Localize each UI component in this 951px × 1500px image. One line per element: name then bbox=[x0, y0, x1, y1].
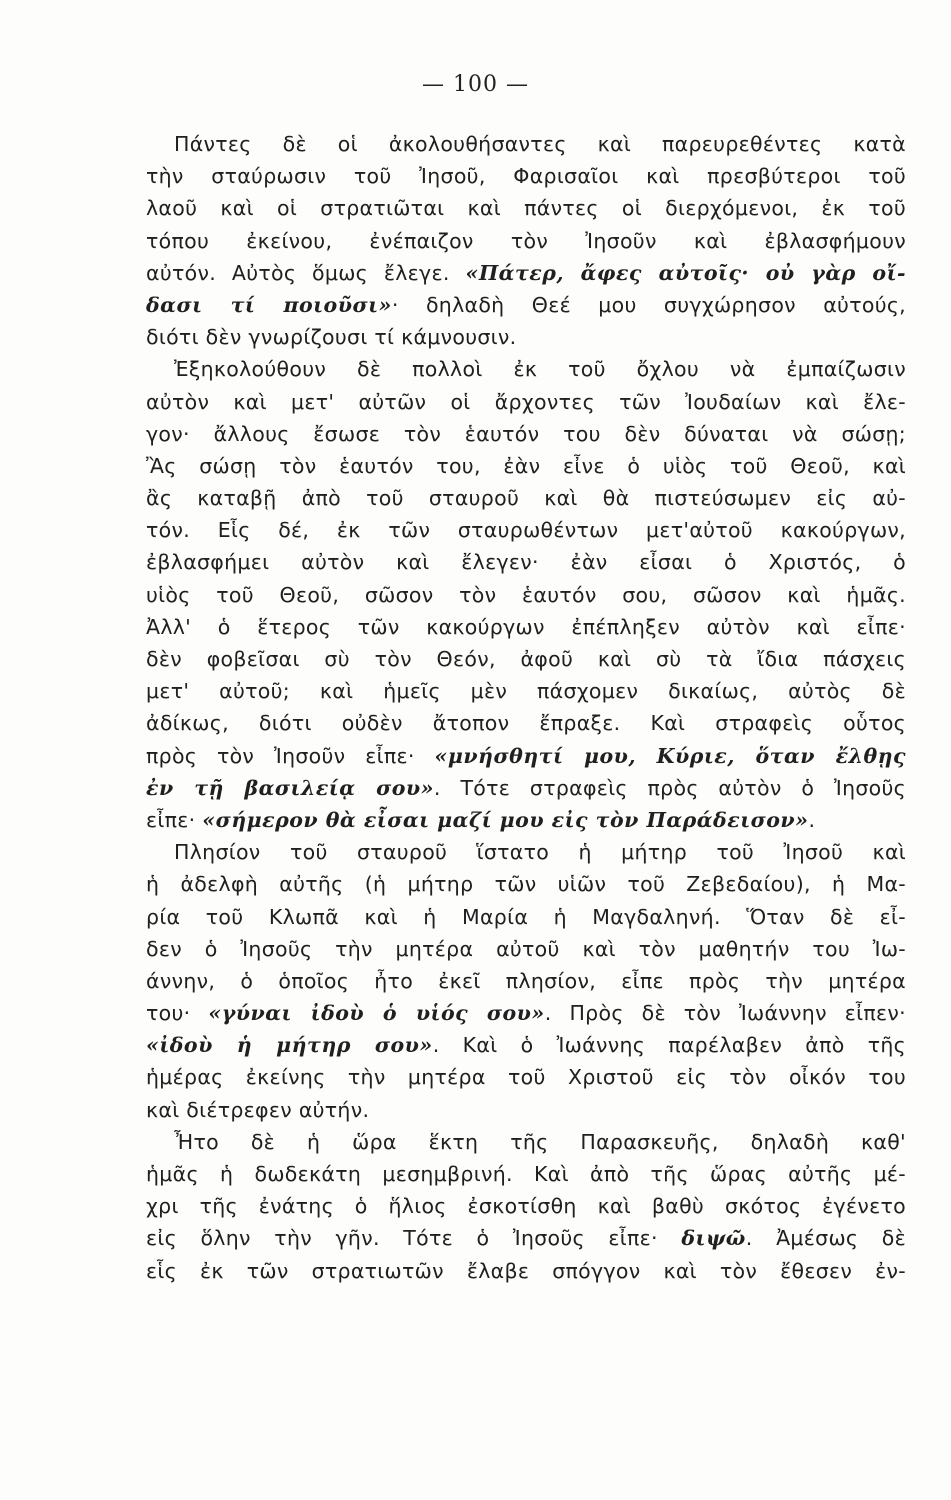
text-line bbox=[146, 353, 906, 385]
text-line bbox=[146, 804, 906, 836]
page-number: — 100 — bbox=[422, 72, 529, 97]
text-segment: ἂς καταβῇ ἀπὸ τοῦ σταυροῦ καὶ θὰ πιστεύσωμεν εἰς αὐ- bbox=[146, 486, 906, 511]
text-segment: . bbox=[808, 807, 816, 832]
text-segment: Ἐξηκολούθουν δὲ πολλοὶ ἐκ τοῦ ὄχλου νὰ ἐμπαίζωσιν bbox=[174, 357, 906, 382]
text-segment: · δηλαδὴ Θεέ μου συγχώρησον αὐτούς, bbox=[391, 292, 906, 317]
text-line bbox=[146, 546, 906, 578]
text-segment: μετ' αὐτοῦ; καὶ ἡμεῖς μὲν πάσχομεν δικαίως, αὐτὸς δὲ bbox=[146, 679, 906, 704]
text-segment: ἡμᾶς ἡ δωδεκάτη μεσημβρινή. Καὶ ἀπὸ τῆς ὥρας αὐτῆς μέ- bbox=[146, 1162, 906, 1186]
text-segment: ρία τοῦ Κλωπᾶ καὶ ἡ Μαρία ἡ Μαγδαληνή. Ὅταν δὲ εἶ- bbox=[146, 904, 906, 929]
text-line bbox=[146, 611, 906, 643]
emphasized-quote: «μνήσθητί μου, Κύριε, ὅταν ἔλθῃς bbox=[434, 743, 906, 768]
emphasized-quote: «γύναι ἰδοὺ ὁ υἱός σου» bbox=[208, 1001, 545, 1026]
text-segment: . Ἀμέσως δὲ bbox=[745, 1226, 906, 1251]
text-segment: . Καὶ ὁ Ἰωάννης παρέλαβεν ἀπὸ τῆς bbox=[432, 1033, 906, 1058]
text-line bbox=[146, 579, 906, 611]
text-line bbox=[146, 643, 906, 675]
text-segment: ἡμέρας ἐκείνης τὴν μητέρα τοῦ Χριστοῦ εἰς τὸν οἶκόν του bbox=[146, 1065, 906, 1090]
text-line bbox=[146, 707, 906, 739]
text-line bbox=[146, 321, 906, 353]
text-line bbox=[146, 192, 906, 224]
text-line bbox=[146, 901, 906, 933]
text-line bbox=[146, 675, 906, 707]
text-line bbox=[146, 225, 906, 257]
emphasized-quote: ἐν τῇ βασιλείᾳ σου» bbox=[146, 775, 434, 800]
text-line bbox=[146, 482, 906, 514]
text-segment: καὶ διέτρεφεν αὐτήν. bbox=[146, 1097, 370, 1122]
text-segment: εἷς ἐκ τῶν στρατιωτῶν ἔλαβε σπόγγον καὶ τὸν ἔθεσεν ἐν- bbox=[146, 1258, 906, 1283]
text-segment: αὐτὸν καὶ μετ' αὐτῶν οἱ ἄρχοντες τῶν Ἰουδαίων καὶ ἔλε- bbox=[146, 389, 906, 414]
text-segment: ἡ ἀδελφὴ αὐτῆς (ἡ μήτηρ τῶν υἱῶν τοῦ Ζεβεδαίου), ἡ Μα- bbox=[146, 872, 906, 897]
text-segment: Ἦτο δὲ ἡ ὥρα ἕκτη τῆς Παρασκευῆς, δηλαδὴ καθ' bbox=[174, 1129, 906, 1154]
text-line bbox=[146, 772, 906, 804]
text-segment: πρὸς τὸν Ἰησοῦν εἶπε· bbox=[146, 743, 435, 768]
text-segment: Πλησίον τοῦ σταυροῦ ἵστατο ἡ μήτηρ τοῦ Ἰησοῦ καὶ bbox=[174, 840, 906, 865]
text-line bbox=[146, 1255, 906, 1287]
text-segment: Πάντες δὲ οἱ ἀκολουθήσαντες καὶ παρευρεθέντες κατὰ bbox=[174, 132, 906, 156]
text-segment: δεν ὁ Ἰησοῦς τὴν μητέρα αὐτοῦ καὶ τὸν μαθητήν του Ἰω- bbox=[146, 936, 906, 961]
text-line bbox=[146, 1126, 906, 1158]
text-segment: ἐβλασφήμει αὐτὸν καὶ ἔλεγεν· ἐὰν εἶσαι ὁ Χριστός, ὁ bbox=[146, 550, 906, 575]
text-segment: εἰς ὅλην τὴν γῆν. Τότε ὁ Ἰησοῦς εἶπε· bbox=[146, 1226, 682, 1251]
text-segment: του· bbox=[146, 1001, 209, 1026]
text-segment: Ἀλλ' ὁ ἕτερος τῶν κακούργων ἐπέπληξεν αὐτὸν καὶ εἶπε· bbox=[146, 614, 906, 639]
text-line bbox=[146, 965, 906, 997]
text-segment: τόπου ἐκείνου, ἐνέπαιζον τὸν Ἰησοῦν καὶ ἐβλασφήμουν bbox=[146, 228, 906, 253]
text-line bbox=[146, 1061, 906, 1093]
text-segment: Ἂς σώσῃ τὸν ἑαυτόν του, ἐὰν εἶνε ὁ υἱὸς τοῦ Θεοῦ, καὶ bbox=[146, 453, 906, 478]
text-line bbox=[146, 1094, 906, 1126]
emphasized-quote: «ἰδοὺ ἡ μήτηρ σου» bbox=[146, 1033, 433, 1058]
text-line bbox=[146, 514, 906, 546]
text-line bbox=[146, 1029, 906, 1061]
emphasized-quote: «Πάτερ, ἄφες αὐτοῖς· οὐ γὰρ οἴ- bbox=[465, 260, 906, 285]
text-segment: λαοῦ καὶ οἱ στρατιῶται καὶ πάντες οἱ διερχόμενοι, ἐκ τοῦ bbox=[146, 196, 906, 221]
emphasized-quote: διψῶ bbox=[681, 1226, 746, 1251]
text-segment: αὐτόν. Αὐτὸς ὅμως ἔλεγε. bbox=[146, 260, 466, 285]
text-line bbox=[146, 933, 906, 965]
text-line bbox=[146, 1190, 906, 1222]
text-segment: δὲν φοβεῖσαι σὺ τὸν Θεόν, ἀφοῦ καὶ σὺ τὰ ἴδια πάσχεις bbox=[146, 647, 906, 671]
text-segment: χρι τῆς ἐνάτης ὁ ἥλιος ἐσκοτίσθη καὶ βαθὺ σκότος ἐγένετο bbox=[146, 1194, 906, 1219]
text-line bbox=[146, 450, 906, 482]
text-line bbox=[146, 418, 906, 450]
text-segment: γον· ἄλλους ἔσωσε τὸν ἑαυτόν του δὲν δύναται νὰ σώσῃ; bbox=[146, 421, 906, 446]
text-line bbox=[146, 289, 906, 321]
text-segment: εἶπε· bbox=[146, 807, 203, 832]
text-line bbox=[146, 160, 906, 192]
text-line bbox=[146, 128, 906, 160]
emphasized-quote: δασι τί ποιοῦσι» bbox=[146, 292, 392, 317]
text-line bbox=[146, 1222, 906, 1254]
text-segment: υἱὸς τοῦ Θεοῦ, σῶσον τὸν ἑαυτόν σου, σῶσον καὶ ἡμᾶς. bbox=[146, 582, 906, 607]
text-line bbox=[146, 740, 906, 772]
text-segment: . Πρὸς δὲ τὸν Ἰωάννην εἶπεν· bbox=[544, 1001, 906, 1026]
text-segment: τὴν σταύρωσιν τοῦ Ἰησοῦ, Φαρισαῖοι καὶ πρεσβύτεροι τοῦ bbox=[146, 164, 906, 189]
text-segment: άννην, ὁ ὁποῖος ἦτο ἐκεῖ πλησίον, εἶπε πρὸς τὴν μητέρα bbox=[146, 968, 906, 993]
text-segment: διότι δὲν γνωρίζουσι τί κάμνουσιν. bbox=[146, 325, 517, 350]
text-segment: . Τότε στραφεὶς πρὸς αὐτὸν ὁ Ἰησοῦς bbox=[433, 775, 906, 800]
text-line bbox=[146, 997, 906, 1029]
text-line bbox=[146, 386, 906, 418]
text-line bbox=[146, 257, 906, 289]
text-line bbox=[146, 836, 906, 868]
body-text bbox=[146, 128, 906, 1287]
emphasized-quote: «σήμερον θὰ εἶσαι μαζί μου εἰς τὸν Παράδεισον» bbox=[202, 807, 809, 832]
text-line bbox=[146, 868, 906, 900]
text-segment: τόν. Εἷς δέ, ἐκ τῶν σταυρωθέντων μετ'αὐτοῦ κακούργων, bbox=[146, 518, 906, 543]
text-line bbox=[146, 1158, 906, 1190]
text-segment: ἀδίκως, διότι οὐδὲν ἄτοπον ἔπραξε. Καὶ στραφεὶς οὗτος bbox=[146, 711, 906, 736]
